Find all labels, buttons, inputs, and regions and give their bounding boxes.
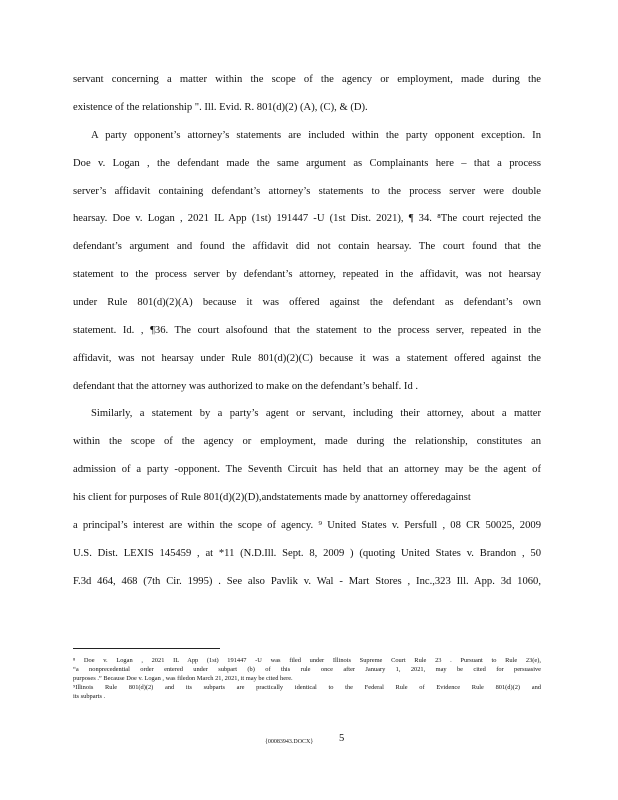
body-line-16: his client for purposes of Rule 801(d)(2)(D),andstatements made by anattorney offeredagainst	[73, 492, 471, 503]
document-id: {00083943.DOCX}	[265, 739, 314, 745]
body-line-6: hearsay. Doe v. Logan , 2021 IL App (1st) 191447 -U (1st Dist. 2021), ¶ 34. ⁸The court rejected the	[73, 213, 541, 224]
body-line-17: a principal’s interest are within the scope of agency. ⁹ United States v. Persfull , 08 CR 50025, 2009	[73, 520, 541, 531]
body-line-13: Similarly, a statement by a party’s agent or servant, including their attorney, about a matter	[91, 408, 541, 419]
body-line-15: admission of a party -opponent. The Seventh Circuit has held that an attorney may be the agent of	[73, 464, 541, 475]
body-line-11: affidavit, was not hearsay under Rule 801(d)(2)(C) because it was a statement offered against the	[73, 353, 541, 364]
footnote-8-line-3: purposes .” Because Doe v. Logan , was filedon March 21, 2021, it may be cited here.	[73, 675, 293, 682]
footnote-9-line-1: ⁹Illinois Rule 801(d)(2) and its subparts are practically identical to the Federal Rule of Evidence Rule 801(d)(2) and	[73, 684, 541, 691]
body-line-18: U.S. Dist. LEXIS 145459 , at *11 (N.D.Ill. Sept. 8, 2009 ) (quoting United States v. Brandon , 50	[73, 548, 541, 559]
body-line-10: statement. Id. , ¶36. The court alsofound that the statement to the process server, repeated in the	[73, 325, 541, 336]
body-line-9: under Rule 801(d)(2)(A) because it was offered against the defendant as defendant’s own	[73, 297, 541, 308]
body-line-2: existence of the relationship ". Ill. Evid. R. 801(d)(2) (A), (C), & (D).	[73, 102, 368, 113]
body-line-7: defendant’s argument and found the affidavit did not contain hearsay. The court found that the	[73, 241, 541, 252]
body-line-19: F.3d 464, 468 (7th Cir. 1995) . See also Pavlik v. Wal - Mart Stores , Inc.,323 Ill. App. 3d 1060,	[73, 576, 541, 587]
body-line-4: Doe v. Logan , the defendant made the same argument as Complainants here – that a process	[73, 158, 541, 169]
body-line-14: within the scope of the agency or employment, made during the relationship, constitutes an	[73, 436, 541, 447]
body-line-5: server’s affidavit containing defendant’s attorney’s statements to the process server were double	[73, 186, 541, 197]
page-number: 5	[339, 733, 345, 744]
footnote-9-line-2: its subparts .	[73, 693, 106, 700]
footnote-8-line-2: “a nonprecedential order entered under subpart (b) of this rule once after January 1, 2021, may be cited for persuasive	[73, 666, 541, 673]
body-line-3: A party opponent’s attorney’s statements are included within the party opponent exception. In	[91, 130, 541, 141]
body-line-12: defendant that the attorney was authorized to make on the defendant’s behalf. Id .	[73, 381, 419, 392]
footnote-8-line-1: ⁸ Doe v. Logan , 2021 IL App (1st) 191447 -U was filed under Illinois Supreme Court Rule 23 . Pursuant to Rule 23(e),	[73, 657, 541, 664]
body-line-1: servant concerning a matter within the scope of the agency or employment, made during the	[73, 74, 541, 85]
body-line-8: statement to the process server by defendant’s attorney, repeated in the affidavit, was not hearsay	[73, 269, 541, 280]
footnote-separator	[73, 648, 220, 649]
